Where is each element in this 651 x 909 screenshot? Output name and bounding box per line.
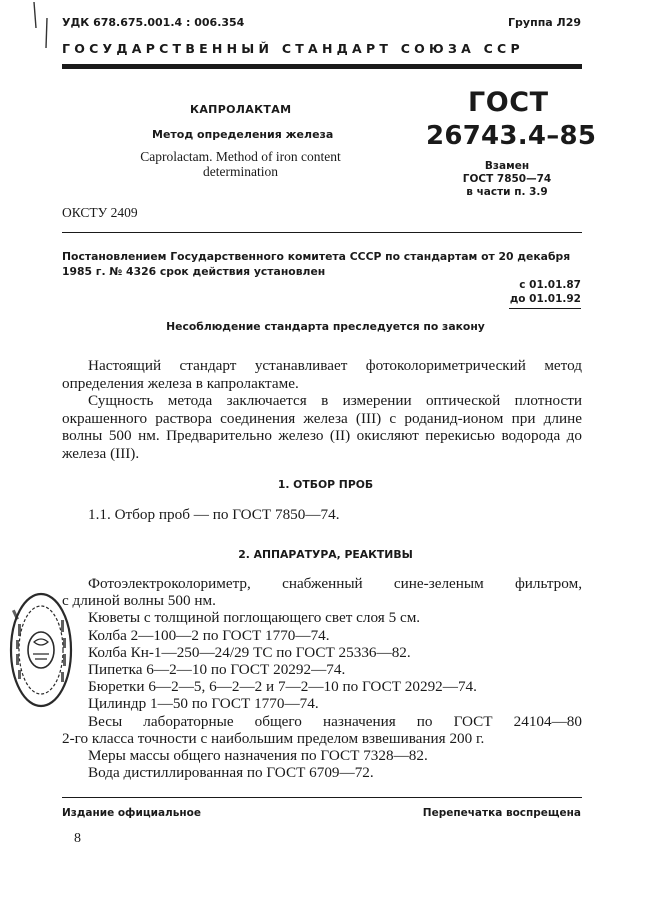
list-item: с длиной волны 500 нм. <box>62 592 216 610</box>
paragraph-method-essence: Сущность метода заключается в измерении оптической плотности окрашенного раствора соединения железа (III) с роданид-ионом при длине волны 500 нм. Предварительно железо (II) окисляют перекисью водорода до железа (III). <box>62 392 582 462</box>
decree-text: Постановлением Государственного комитета СССР по стандартам от 20 декабря 1985 г. № 4326 срок действия установлен <box>62 250 571 278</box>
header-rule <box>62 64 582 69</box>
gost-label: ГОСТ <box>468 87 549 118</box>
list-item: Вода дистиллированная по ГОСТ 6709—72. <box>88 764 374 782</box>
group-code: Группа Л29 <box>508 16 581 29</box>
list-item: Весы лабораторные общего назначения по ГОСТ 24104—80 <box>88 712 582 730</box>
valid-from-date: с 01.01.87 <box>519 279 581 291</box>
violation-notice: Несоблюдение стандарта преследуется по закону <box>166 320 485 333</box>
edition-note: Издание официальное <box>62 807 201 819</box>
page-number: 8 <box>74 831 81 846</box>
list-item: Фотоэлектроколориметр, снабженный сине-зеленым фильтром, <box>88 575 582 592</box>
list-item: Колба 2—100—2 по ГОСТ 1770—74. <box>88 626 330 644</box>
paragraph-scope: Настоящий стандарт устанавливает фотоколориметрический метод определения железа в капролактаме. <box>62 357 582 392</box>
list-item: Бюретки 6—2—5, 6—2—2 и 7—2—10 по ГОСТ 20292—74. <box>88 678 477 696</box>
section-heading-apparatus: 2. АППАРАТУРА, РЕАКТИВЫ <box>238 548 413 561</box>
replaces-line-3: в части п. 3.9 <box>466 186 548 198</box>
library-stamp-icon <box>6 590 76 710</box>
udk-code: УДК 678.675.001.4 : 006.354 <box>62 16 245 29</box>
equipment-list <box>62 575 582 781</box>
list-item: Пипетка 6—2—10 по ГОСТ 20292—74. <box>88 661 346 679</box>
document-title: КАПРОЛАКТАМ <box>190 103 292 116</box>
okstu-code: ОКСТУ 2409 <box>62 205 138 220</box>
list-item: 2-го класса точности с наибольшим пределом взвешивания 200 г. <box>62 729 485 747</box>
state-standard-banner: ГОСУДАРСТВЕННЫЙ СТАНДАРТ СОЮЗА ССР <box>62 41 524 56</box>
title-block-rule <box>62 232 582 233</box>
english-title: Caprolactam. Method of iron content determination <box>140 149 341 179</box>
footer-rule <box>62 797 582 798</box>
replaces-line-1: Взамен <box>484 160 530 172</box>
date-rule <box>509 308 581 309</box>
list-item: Колба Кн-1—250—24/29 ТС по ГОСТ 25336—82. <box>88 643 411 661</box>
section-heading-sampling: 1. ОТБОР ПРОБ <box>277 478 374 491</box>
gost-number: 26743.4–85 <box>426 121 597 151</box>
list-item: Меры массы общего назначения по ГОСТ 7328—82. <box>88 747 428 765</box>
list-item: Цилиндр 1—50 по ГОСТ 1770—74. <box>88 695 319 713</box>
clause-1-1: 1.1. Отбор проб — по ГОСТ 7850—74. <box>88 506 340 523</box>
replaces-line-2: ГОСТ 7850—74 <box>462 173 552 185</box>
document-subtitle: Метод определения железа <box>152 128 334 141</box>
replaces-block <box>457 160 557 199</box>
reprint-note: Перепечатка воспрещена <box>422 807 581 819</box>
list-item: Кюветы с толщиной поглощающего свет слоя 5 см. <box>88 609 421 627</box>
valid-to-date: до 01.01.92 <box>509 293 581 305</box>
margin-scratch-marks <box>30 0 55 60</box>
